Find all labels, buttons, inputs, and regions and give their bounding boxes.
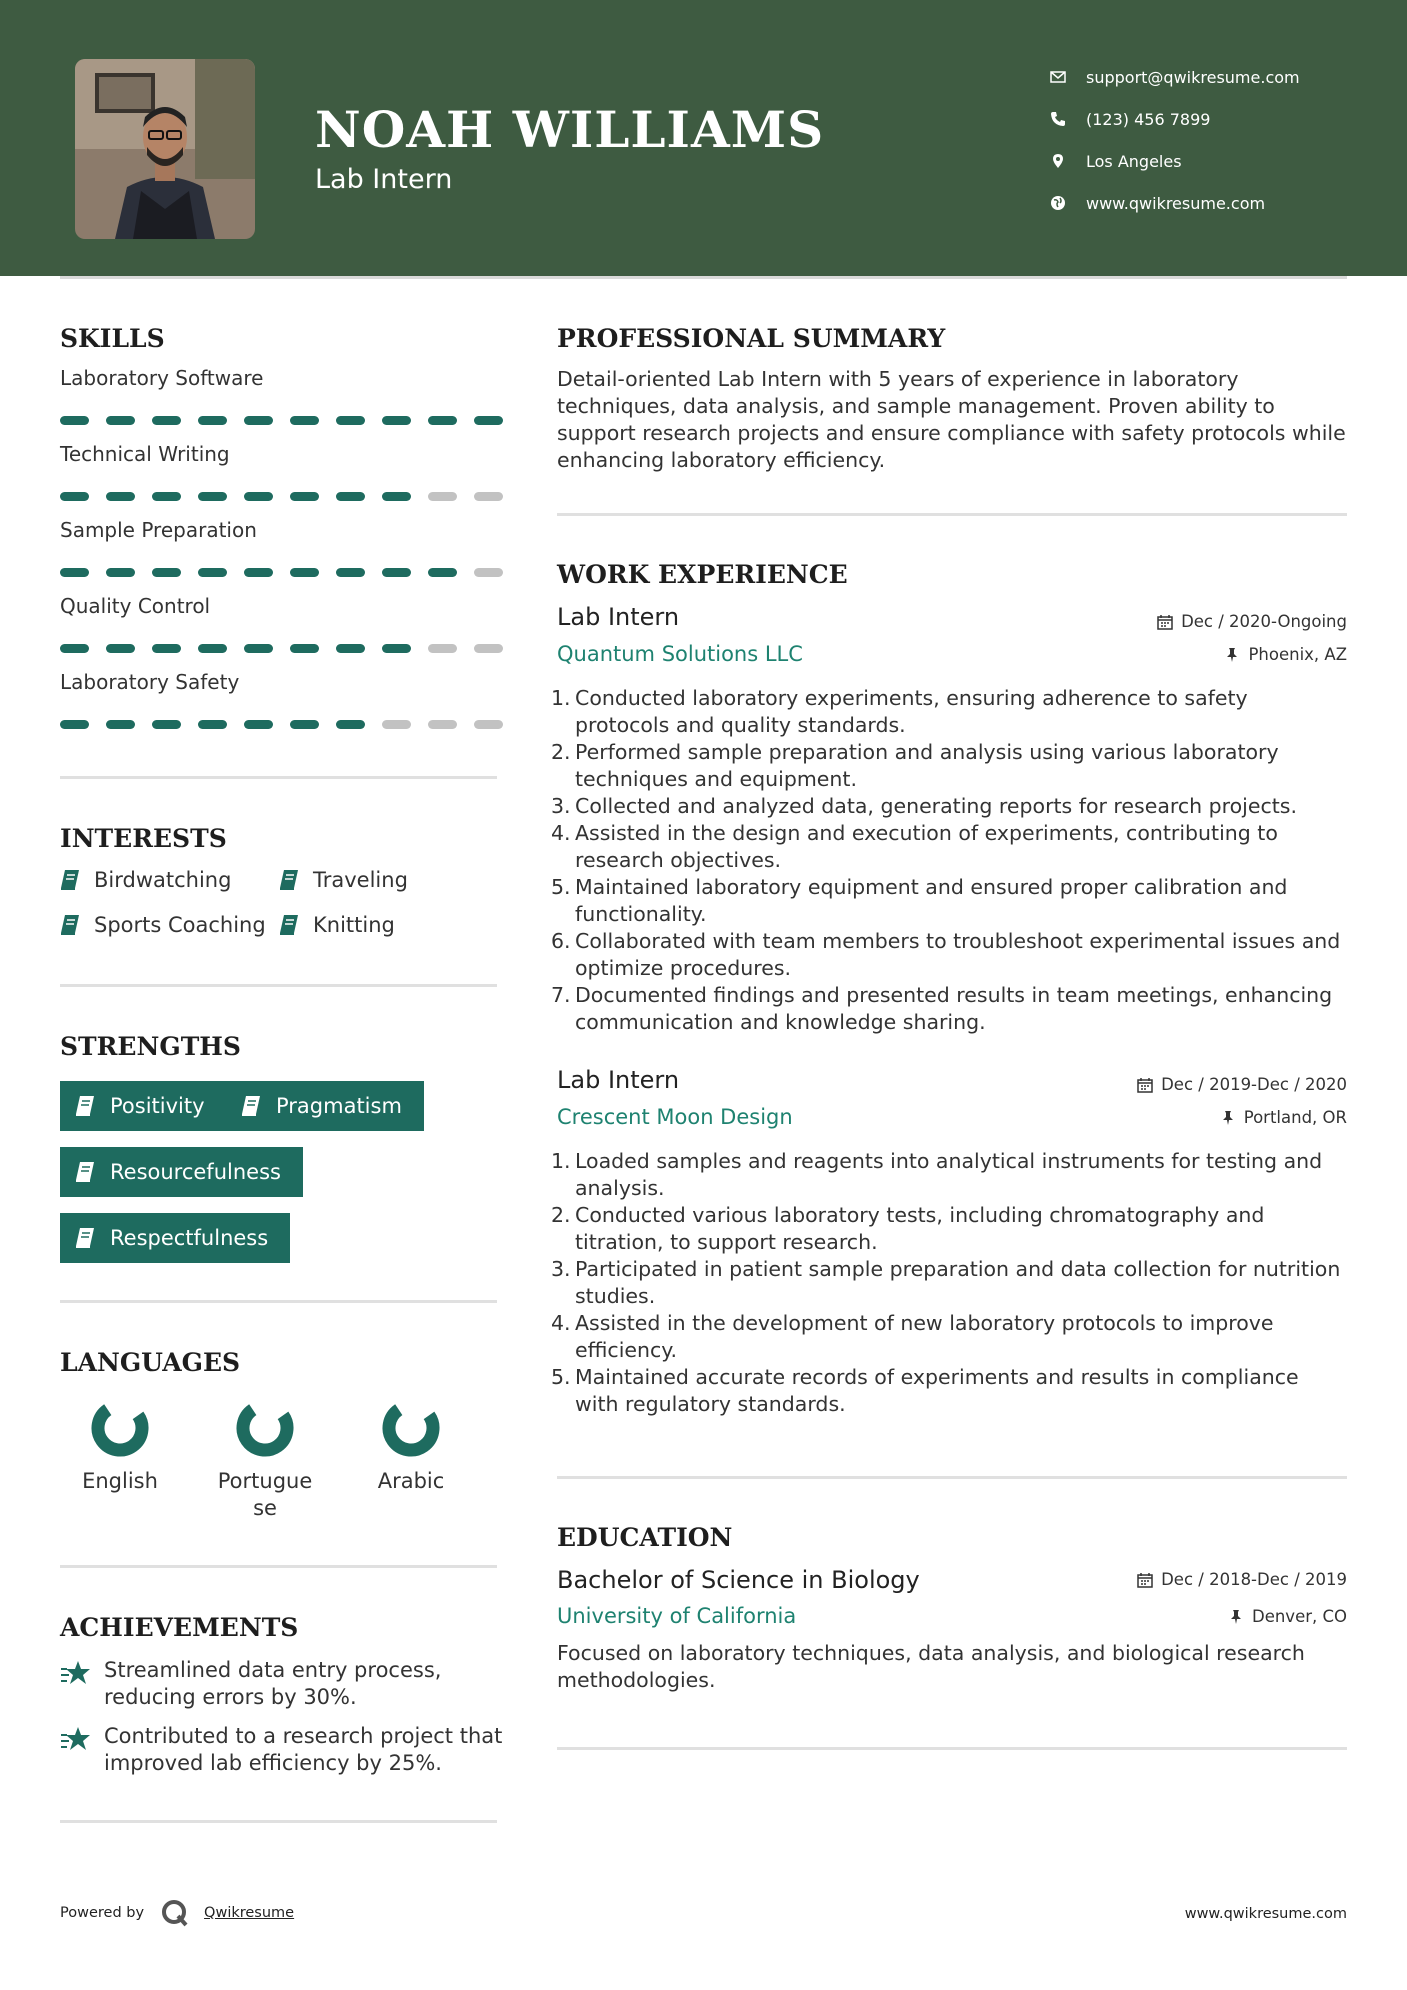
interest-item: [60, 913, 266, 937]
strength-badge: [60, 1147, 303, 1197]
list-item: 6. Collaborated with team members to troubleshoot experimental issues and optimize procedures.: [551, 929, 1341, 980]
skill-level-dot: [60, 644, 89, 653]
education-dates-text: Dec / 2018-Dec / 2019: [1161, 1570, 1347, 1589]
skill-level-dot: [428, 568, 457, 577]
achievement-item: [60, 1657, 504, 1711]
skill-label: Laboratory Safety: [60, 670, 240, 694]
book-icon: [240, 1095, 262, 1117]
language-item: [60, 1398, 180, 1495]
skill-level-dot: [198, 492, 227, 501]
strength-label: Respectfulness: [110, 1226, 269, 1250]
job-title: Lab Intern: [557, 603, 680, 631]
job-dates-text: Dec / 2019-Dec / 2020: [1161, 1075, 1347, 1094]
skill-level-meter: [60, 644, 503, 653]
interest-label: Sports Coaching: [94, 913, 266, 937]
calendar-icon: [1157, 614, 1173, 630]
language-level-ring: [381, 1398, 441, 1458]
contact-location-text: Los Angeles: [1086, 151, 1182, 171]
interests-heading: INTERESTS: [60, 824, 227, 853]
skill-level-dot: [474, 720, 503, 729]
skill-level-dot: [244, 644, 273, 653]
education-dates: [1137, 1570, 1347, 1589]
languages-heading: LANGUAGES: [60, 1348, 241, 1377]
skill-level-dot: [428, 416, 457, 425]
education-heading: EDUCATION: [557, 1523, 733, 1552]
skills-heading: SKILLS: [60, 324, 165, 353]
strengths-divider: [60, 1300, 497, 1303]
interests-divider: [60, 984, 497, 987]
skill-level-meter: [60, 416, 503, 425]
book-icon: [60, 914, 80, 936]
contact-location: [1050, 140, 1300, 182]
list-item: 7. Documented findings and presented results in team meetings, enhancing communication and knowledge sharing.: [551, 983, 1333, 1034]
interest-item: [279, 868, 408, 892]
skills-divider: [60, 776, 497, 779]
interest-label: Birdwatching: [94, 868, 232, 892]
bullet-text: Assisted in the design and execution of experiments, contributing to research objectives.: [575, 821, 1278, 872]
interest-item: [60, 868, 231, 892]
skill-level-dot: [198, 720, 227, 729]
book-icon: [74, 1227, 96, 1249]
achievements-divider: [60, 1820, 497, 1823]
bullet-text: Maintained laboratory equipment and ensured proper calibration and functionality.: [575, 875, 1288, 926]
skill-level-dot: [382, 644, 411, 653]
skill-level-dot: [60, 416, 89, 425]
skill-level-dot: [244, 492, 273, 501]
job-title: Lab Intern: [557, 1066, 680, 1094]
job-dates: [1137, 1075, 1347, 1094]
list-item: 5. Maintained laboratory equipment and ensured proper calibration and functionality.: [551, 875, 1288, 926]
degree-title: Bachelor of Science in Biology: [557, 1566, 920, 1594]
skill-level-dot: [106, 416, 135, 425]
skill-level-dot: [60, 568, 89, 577]
skill-level-dot: [198, 568, 227, 577]
interest-label: Knitting: [313, 913, 395, 937]
list-item: 2. Conducted various laboratory tests, including chromatography and titration, to support research.: [551, 1203, 1265, 1254]
skill-level-dot: [474, 644, 503, 653]
skill-level-meter: [60, 720, 503, 729]
achievements-heading: ACHIEVEMENTS: [60, 1613, 299, 1642]
interest-item: [279, 913, 395, 937]
strength-label: Positivity: [110, 1094, 205, 1118]
bullet-text: Conducted laboratory experiments, ensuring adherence to safety protocols and quality standards.: [575, 686, 1248, 737]
skill-level-dot: [428, 492, 457, 501]
globe-icon: [1050, 195, 1086, 211]
skill-level-dot: [198, 416, 227, 425]
envelope-icon: [1050, 69, 1086, 85]
book-icon: [74, 1095, 96, 1117]
list-item: 2. Performed sample preparation and analysis using various laboratory techniques and equipment.: [551, 740, 1279, 791]
skill-level-dot: [106, 568, 135, 577]
list-item: 1. Conducted laboratory experiments, ensuring adherence to safety protocols and quality standards.: [551, 686, 1248, 737]
skill-level-dot: [60, 492, 89, 501]
skill-level-dot: [382, 568, 411, 577]
qwikresume-logo-icon: [160, 1898, 190, 1928]
skill-level-dot: [106, 492, 135, 501]
skill-level-dot: [336, 416, 365, 425]
summary-heading: PROFESSIONAL SUMMARY: [557, 324, 946, 353]
footer-website[interactable]: www.qwikresume.com: [1184, 1906, 1347, 1922]
education-description: Focused on laboratory techniques, data analysis, and biological research methodologies.: [557, 1641, 1305, 1692]
skill-label: Quality Control: [60, 594, 211, 618]
list-item: 4. Assisted in the development of new laboratory protocols to improve efficiency.: [551, 1311, 1274, 1362]
skill-level-dot: [60, 720, 89, 729]
thumbtack-icon: [1224, 647, 1240, 663]
skill-level-dot: [382, 720, 411, 729]
bullet-text: Loaded samples and reagents into analytical instruments for testing and analysis.: [575, 1149, 1323, 1200]
strength-badge: [226, 1081, 424, 1131]
thumbtack-icon: [1220, 1110, 1236, 1126]
skill-level-dot: [152, 644, 181, 653]
skill-level-dot: [152, 492, 181, 501]
summary-divider: [557, 513, 1347, 516]
contact-phone-text: (123) 456 7899: [1086, 109, 1211, 129]
languages-divider: [60, 1565, 497, 1568]
skill-level-dot: [474, 492, 503, 501]
strength-label: Pragmatism: [276, 1094, 402, 1118]
footer-powered-by: [60, 1898, 294, 1928]
bullet-text: Conducted various laboratory tests, including chromatography and titration, to support research.: [575, 1203, 1265, 1254]
powered-by-text: Powered by: [60, 1905, 145, 1921]
job-dates-text: Dec / 2020-Ongoing: [1181, 612, 1347, 631]
education-location: [1228, 1607, 1347, 1626]
education-location-text: Denver, CO: [1251, 1607, 1347, 1626]
calendar-icon: [1137, 1572, 1153, 1588]
interest-label: Traveling: [313, 868, 408, 892]
phone-icon: [1050, 111, 1086, 127]
skill-level-dot: [106, 644, 135, 653]
contact-phone[interactable]: [1050, 98, 1300, 140]
bullet-text: Collaborated with team members to troubleshoot experimental issues and optimize procedures.: [575, 929, 1341, 980]
language-level-ring: [235, 1398, 295, 1458]
contact-website-text: www.qwikresume.com: [1086, 193, 1266, 213]
contact-website[interactable]: [1050, 182, 1300, 224]
language-label: Portuguese: [217, 1469, 313, 1520]
job-location: [1220, 1108, 1347, 1127]
skill-level-dot: [106, 720, 135, 729]
list-item: 4. Assisted in the design and execution of experiments, contributing to research objectives.: [551, 821, 1278, 872]
skill-level-dot: [336, 720, 365, 729]
skill-level-dot: [428, 644, 457, 653]
map-pin-icon: [1050, 153, 1086, 169]
job-location: [1224, 645, 1347, 664]
skill-level-dot: [290, 720, 319, 729]
language-item: [351, 1398, 471, 1495]
skill-level-dot: [152, 416, 181, 425]
job-bullets: [551, 685, 1347, 1036]
skill-level-meter: [60, 568, 503, 577]
profile-photo: [75, 59, 255, 239]
school-name: University of California: [557, 1604, 797, 1628]
skill-label: Sample Preparation: [60, 518, 257, 542]
company-name: Quantum Solutions LLC: [557, 642, 803, 666]
book-icon: [279, 914, 299, 936]
skill-level-dot: [244, 720, 273, 729]
bullet-text: Collected and analyzed data, generating reports for research projects.: [575, 794, 1297, 818]
achievement-text: Contributed to a research project that improved lab efficiency by 25%.: [104, 1724, 503, 1775]
bullet-text: Maintained accurate records of experiments and results in compliance with regulatory standards.: [575, 1365, 1299, 1416]
bullet-text: Assisted in the development of new laboratory protocols to improve efficiency.: [575, 1311, 1274, 1362]
skill-level-dot: [336, 644, 365, 653]
list-item: 3. Collected and analyzed data, generating reports for research projects.: [551, 794, 1297, 818]
skill-level-dot: [290, 568, 319, 577]
skill-level-dot: [152, 568, 181, 577]
language-label: Arabic: [377, 1469, 445, 1493]
thumbtack-icon: [1228, 1609, 1244, 1625]
skill-level-dot: [382, 492, 411, 501]
book-icon: [74, 1161, 96, 1183]
contact-email-text: support@qwikresume.com: [1086, 67, 1300, 87]
bullet-text: Participated in patient sample preparation and data collection for nutrition studies.: [575, 1257, 1341, 1308]
contact-list: [1050, 56, 1300, 224]
skill-level-dot: [152, 720, 181, 729]
skill-level-dot: [290, 416, 319, 425]
list-item: 1. Loaded samples and reagents into analytical instruments for testing and analysis.: [551, 1149, 1323, 1200]
experience-heading: WORK EXPERIENCE: [557, 560, 848, 589]
skill-level-dot: [336, 568, 365, 577]
education-divider: [557, 1747, 1347, 1750]
summary-text: Detail-oriented Lab Intern with 5 years of experience in laboratory techniques, data analysis, and sample management. Proven ability to support research projects and ensure compliance with safety protocols while enhancing laboratory efficiency.: [557, 367, 1346, 472]
brand-link[interactable]: Qwikresume: [204, 1905, 295, 1921]
skill-level-dot: [428, 720, 457, 729]
skill-level-dot: [382, 416, 411, 425]
calendar-icon: [1137, 1077, 1153, 1093]
resume-header: [0, 0, 1407, 276]
strength-label: Resourcefulness: [110, 1160, 281, 1184]
star-icon: [60, 1659, 92, 1687]
skill-level-dot: [290, 492, 319, 501]
skill-label: Technical Writing: [60, 442, 230, 466]
achievement-item: [60, 1723, 504, 1777]
candidate-name: NOAH WILLIAMS: [315, 100, 825, 159]
star-icon: [60, 1725, 92, 1753]
contact-email[interactable]: [1050, 56, 1300, 98]
strength-badge: [60, 1213, 290, 1263]
skill-level-dot: [336, 492, 365, 501]
skill-level-dot: [198, 644, 227, 653]
strength-badge: [60, 1081, 227, 1131]
bullet-text: Documented findings and presented results in team meetings, enhancing communication and knowledge sharing.: [575, 983, 1333, 1034]
strengths-heading: STRENGTHS: [60, 1032, 241, 1061]
book-icon: [60, 869, 80, 891]
header-divider: [60, 276, 1347, 279]
achievement-text: Streamlined data entry process, reducing errors by 30%.: [104, 1658, 442, 1709]
candidate-title: Lab Intern: [315, 164, 453, 195]
skill-level-dot: [474, 416, 503, 425]
job-bullets: [551, 1148, 1347, 1418]
experience-divider: [557, 1476, 1347, 1479]
skill-level-meter: [60, 492, 503, 501]
language-level-ring: [90, 1398, 150, 1458]
list-item: 3. Participated in patient sample preparation and data collection for nutrition studies.: [551, 1257, 1341, 1308]
skill-level-dot: [474, 568, 503, 577]
company-name: Crescent Moon Design: [557, 1105, 793, 1129]
book-icon: [279, 869, 299, 891]
list-item: 5. Maintained accurate records of experiments and results in compliance with regulatory standards.: [551, 1365, 1299, 1416]
skill-label: Laboratory Software: [60, 366, 264, 390]
language-label: English: [82, 1469, 158, 1493]
language-item: [205, 1398, 325, 1522]
skill-level-dot: [290, 644, 319, 653]
job-location-text: Phoenix, AZ: [1248, 645, 1347, 664]
skill-level-dot: [244, 568, 273, 577]
skill-level-dot: [244, 416, 273, 425]
bullet-text: Performed sample preparation and analysis using various laboratory techniques and equipment.: [575, 740, 1279, 791]
job-location-text: Portland, OR: [1243, 1108, 1347, 1127]
job-dates: [1157, 612, 1347, 631]
